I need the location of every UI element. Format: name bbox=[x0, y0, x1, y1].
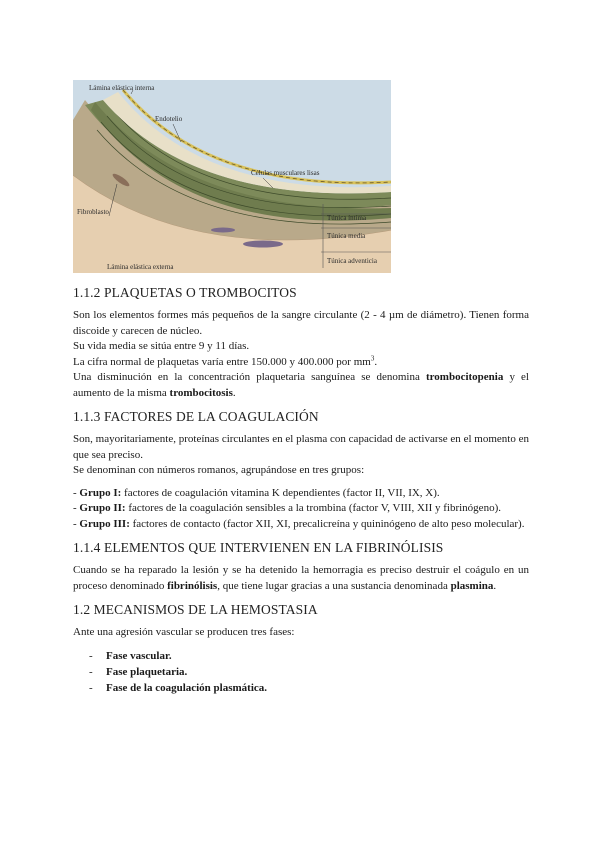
term-plasmina: plasmina bbox=[450, 579, 494, 592]
heading-coagulacion: 1.1.3 FACTORES DE LA COAGULACIÓN bbox=[73, 409, 319, 424]
paragraph-coagulacion-grupos: Se denominan con números romanos, agrupándose en tres grupos: bbox=[73, 464, 365, 476]
paragraph-fibrinolisis: Cuando se ha reparado la lesión y se ha detenido la hemorragia es preciso destruir el coágulo en un proceso denominado fibrinólisis, que tiene lugar gracias a una sustancia denominada plasmina. bbox=[73, 564, 529, 592]
paragraph-hemostasia-intro: Ante una agresión vascular se producen tres fases: bbox=[73, 626, 295, 638]
term-trombocitosis: trombocitosis bbox=[169, 386, 233, 399]
heading-plaquetas: 1.1.2 PLAQUETAS O TROMBOCITOS bbox=[73, 285, 297, 300]
term-trombocitopenia: trombocitopenia bbox=[425, 371, 504, 383]
paragraph-coagulacion-definition: Son, mayoritariamente, proteínas circulantes en el plasma con capacidad de activarse en el momento en que sea preciso. bbox=[73, 433, 529, 461]
label-fibroblasto: Fibroblasto bbox=[77, 208, 109, 216]
document-body bbox=[73, 284, 529, 696]
list-item-phase: - Fase de la coagulación plasmática. bbox=[89, 681, 268, 694]
label-tunica-intima: Túnica íntima bbox=[327, 214, 367, 222]
paragraph-plaquetas-definition: Son los elementos formes más pequeños de la sangre circulante (2 - 4 µm de diámetro). Tienen forma discoide y carecen de núcleo. bbox=[73, 309, 529, 337]
label-tunica-adventicia: Túnica adventicia bbox=[327, 257, 377, 265]
paragraph-plaquetas-vida: Su vida media se sitúa entre 9 y 11 días. bbox=[73, 340, 250, 352]
term-fibrinolisis: fibrinólisis bbox=[167, 579, 218, 592]
section-coagulacion bbox=[73, 408, 529, 532]
list-item-phase: - Fase vascular. bbox=[89, 649, 172, 662]
superscript-3: 3 bbox=[370, 353, 375, 362]
heading-fibrinolisis: 1.1.4 ELEMENTOS QUE INTERVIENEN EN LA FIBRINÓLISIS bbox=[73, 540, 444, 555]
paragraph-plaquetas-cifra: La cifra normal de plaquetas varía entre 150.000 y 400.000 por $mm^3$. bbox=[73, 353, 378, 368]
label-tunica-media: Túnica media bbox=[327, 232, 366, 240]
paragraph-plaquetas-trombocitopenia: Una disminución en la concentración plaquetaria sanguínea se denomina trombocitopenia y el aumento de la misma trombocitosis. bbox=[73, 371, 529, 399]
label-celulas-musculares: Células musculares lisas bbox=[251, 169, 320, 177]
list-item-phase: - Fase plaquetaria. bbox=[89, 665, 188, 678]
label-lamina-externa: Lámina elástica externa bbox=[107, 263, 174, 271]
list-item-grupo-3: - Grupo III: factores de contacto (factor XII, XI, precalicreína y quininógeno de alto peso molecular). bbox=[73, 517, 525, 530]
list-item-grupo-2: - Grupo II: factores de la coagulación sensibles a la trombina (factor V, VIII, XII y fibrinógeno). bbox=[73, 502, 501, 514]
list-item-grupo-1: - Grupo I: factores de coagulación vitamina K dependientes (factor II, VII, IX, X). bbox=[73, 486, 440, 499]
section-fibrinolisis bbox=[73, 539, 529, 594]
label-endotelio: Endotelio bbox=[155, 115, 183, 123]
label-lamina-interna: Lámina elástica interna bbox=[89, 84, 155, 92]
vessel-wall-figure bbox=[73, 80, 391, 273]
heading-hemostasia: 1.2 MECANISMOS DE LA HEMOSTASIA bbox=[73, 602, 318, 617]
section-plaquetas bbox=[73, 284, 529, 401]
section-hemostasia bbox=[73, 601, 529, 696]
phases-list bbox=[73, 648, 529, 696]
